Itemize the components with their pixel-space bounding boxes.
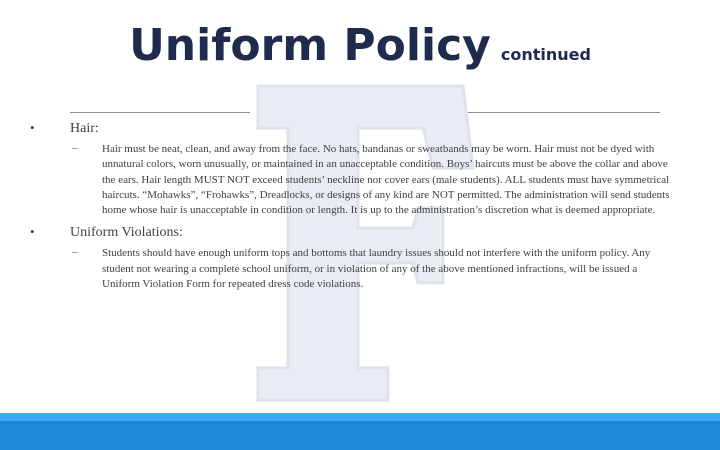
title-rule-right (468, 112, 660, 113)
section-heading: Uniform Violations: (70, 225, 183, 241)
section-hair (30, 120, 670, 218)
title-rule-left (70, 112, 250, 113)
page-subtitle: continued (500, 45, 591, 64)
section-heading: Hair: (70, 121, 99, 136)
footer-accent-bar (0, 413, 720, 421)
section-item (72, 246, 650, 292)
dash-icon: – (72, 246, 78, 259)
section-paragraph: Students should have enough uniform tops and bottoms that laundry issues should not interfere with the uniform policy. Any student not wearing a complete school uniform, or in violation of any of the above mentioned infractions, will be issued a Uniform Violation Form for repeated dress code violations. (102, 247, 651, 291)
footer-bar (0, 421, 720, 450)
bullet-icon: • (30, 120, 35, 135)
section-paragraph: Hair must be neat, clean, and away from the face. No hats, bandanas or sweatbands may be worn. Hair must not be dyed with unnatural colors, worn unusually, or maintained in an unacceptable condition. Boys’ haircuts must be above the collar and above the ears. Hair length MUST NOT exceed students’ neckline nor cover ears (male students). ALL students must have symmetrical haircuts. “Mohawks”, “Frohawks”, Dreadlocks, or designs of any kind are NOT permitted. The administration will send students home whose hair is unacceptable in condition or length. It is up to the administration’s discretion what is deemed appropriate. (102, 143, 670, 217)
policy-content (30, 120, 670, 292)
page-title: Uniform Policy (129, 20, 491, 71)
dash-icon: – (72, 142, 78, 154)
bullet-icon: • (30, 224, 35, 240)
title-block (0, 20, 720, 71)
section-uniform-violations (30, 224, 650, 292)
section-item (72, 142, 670, 218)
